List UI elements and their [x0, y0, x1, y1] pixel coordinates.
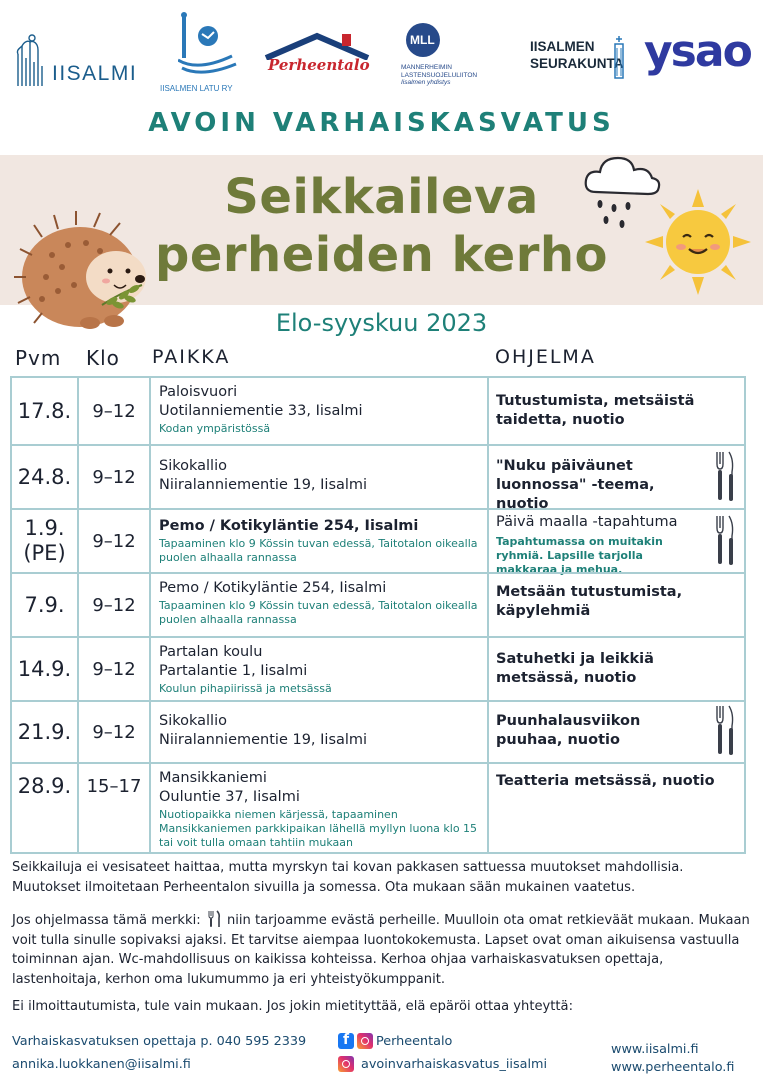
- perheentalo-logo: [264, 32, 370, 82]
- place-name: Partalan koulu: [159, 644, 263, 660]
- row-time: 9–12: [77, 638, 149, 700]
- column-header-program: OHJELMA: [495, 346, 596, 368]
- page-kicker: AVOIN VARHAISKASVATUS: [148, 108, 615, 138]
- mll-logo: [393, 22, 493, 94]
- row-place: [149, 510, 487, 572]
- program-text: Päivä maalla -tapahtuma: [496, 514, 678, 530]
- iisalmi-logo-text: IISALMI: [52, 62, 138, 85]
- info-paragraph-contact: Ei ilmoittautumista, tule vain mukaan. Jos jokin mietityttää, elä epäröi ottaa yhteyttä:: [12, 999, 573, 1014]
- column-header-date: Pvm: [15, 346, 62, 370]
- sun-icon: [643, 187, 753, 297]
- table-row: [12, 508, 744, 576]
- place-note: Kodan ympäristössä: [159, 422, 271, 435]
- place-name: Pemo / Kotikyläntie 254, Iisalmi: [159, 518, 419, 534]
- row-time: 9–12: [77, 702, 149, 762]
- place-address: Niiralanniementie 19, Iisalmi: [159, 732, 368, 748]
- place-name: Sikokallio: [159, 713, 227, 729]
- cutlery-icon: [207, 910, 221, 928]
- row-time: 9–12: [77, 446, 149, 508]
- mll-logo-text: MANNERHEIMIN LASTENSUOJELULIITON Iisalmen yhdistys: [401, 64, 478, 86]
- info-paragraph-weather: Seikkailuja ei vesisateet haittaa, mutta myrskyn tai kovan pakkasen sattuessa muutokset mahdollisia. Muutokset ilmoitetaan Perheentalon sivuilla ja somessa. Ota mukaan sään mukainen vaatetus.: [12, 860, 684, 895]
- row-program: [487, 764, 744, 852]
- schedule-table: [10, 376, 746, 854]
- row-date: 1.9. (PE): [23, 516, 66, 565]
- ysao-logo-text: ysao: [644, 26, 751, 77]
- row-place: [149, 574, 487, 636]
- row-date: 21.9.: [17, 719, 72, 744]
- place-address: Partalantie 1, Iisalmi: [159, 663, 308, 679]
- row-date: 24.8.: [17, 464, 72, 489]
- info-paragraph-food: Jos ohjelmassa tämä merkki: niin tarjoamme evästä perheille. Muulloin ota omat retkieväät mukaan. Mukaan voit tulla sinulle sopivaksi ajaksi. Et tarvitse aiempaa luontokokemusta. Lapset ovat oman aikuisensa vastuulla toiminnan ajan. Wc-mahdollisuus on kaikissa kohteissa. Kerhoa ohjaa varhaiskasvatuksen opettaja, lastenhoitaja, kerhon oma lukumummo ja eri yhteistyökumppanit.: [12, 910, 752, 989]
- place-name: Sikokallio: [159, 458, 227, 474]
- teacher-phone: Varhaiskasvatuksen opettaja p. 040 595 2339: [12, 1034, 307, 1049]
- instagram-icon: [338, 1056, 354, 1072]
- row-place: [149, 764, 487, 852]
- page-title: Seikkaileva perheiden kerho: [154, 169, 609, 283]
- table-row: [12, 444, 744, 512]
- program-note: Tapahtumassa on muitakin ryhmiä. Lapsille tarjolla makkaraa ja mehua.: [496, 535, 663, 576]
- email-link[interactable]: annika.luokkanen@iisalmi.fi: [12, 1057, 191, 1072]
- program-text: Tutustumista, metsäistä taidetta, nuotio: [496, 393, 695, 428]
- row-date: 14.9.: [17, 656, 72, 681]
- row-program: [487, 378, 744, 444]
- row-time: 15–17: [77, 764, 149, 852]
- row-program: [487, 638, 744, 700]
- row-program: [487, 446, 744, 512]
- place-note: Koulun pihapiirissä ja metsässä: [159, 682, 332, 695]
- program-text: Puunhalausviikon puuhaa, nuotio: [496, 713, 641, 748]
- cutlery-icon: [714, 514, 736, 570]
- row-time: 9–12: [77, 510, 149, 572]
- table-row: [12, 572, 744, 636]
- row-time: 9–12: [77, 574, 149, 636]
- iisalmen-latu-logo: [160, 12, 255, 92]
- row-date: 28.9.: [17, 774, 72, 798]
- social-perheentalo-label: Perheentalo: [376, 1033, 453, 1049]
- column-header-time: Klo: [86, 346, 120, 370]
- row-program: [487, 510, 744, 576]
- social-perheentalo[interactable]: [338, 1033, 452, 1049]
- web-link-perheentalo[interactable]: www.perheentalo.fi: [611, 1060, 735, 1075]
- facebook-icon: [338, 1033, 354, 1049]
- program-text: "Nuku päiväunet luonnossa" -teema, nuotio: [496, 458, 655, 512]
- latu-logo-text: IISALMEN LATU RY: [160, 84, 233, 93]
- table-row: [12, 636, 744, 700]
- row-time: 9–12: [77, 378, 149, 444]
- seurakunta-logo: [530, 36, 630, 86]
- cutlery-icon: [714, 704, 736, 760]
- social-instagram[interactable]: [338, 1056, 547, 1072]
- row-place: [149, 638, 487, 700]
- place-address: Uotilanniementie 33, Iisalmi: [159, 403, 363, 419]
- social-instagram-label: avoinvarhaiskasvatus_iisalmi: [361, 1056, 548, 1072]
- web-link-iisalmi[interactable]: www.iisalmi.fi: [611, 1042, 699, 1057]
- row-place: [149, 702, 487, 762]
- perheentalo-logo-text: Perheentalo: [268, 56, 370, 74]
- page-subtitle: Elo-syyskuu 2023: [275, 309, 488, 337]
- church-tower-icon: [612, 36, 626, 80]
- place-name: Paloisvuori: [159, 384, 238, 400]
- mll-short: MLL: [410, 33, 435, 47]
- partner-logos: [0, 0, 763, 110]
- ysao-logo: [644, 26, 756, 84]
- seurakunta-logo-text: IISALMEN SEURAKUNTA: [530, 39, 624, 71]
- row-program: [487, 574, 744, 636]
- column-header-place: PAIKKA: [152, 346, 231, 368]
- row-place: [149, 446, 487, 508]
- iisalmi-emblem-icon: [14, 32, 50, 88]
- cutlery-icon: [714, 450, 736, 506]
- instagram-icon: [357, 1033, 373, 1049]
- program-text: Satuhetki ja leikkiä metsässä, nuotio: [496, 651, 654, 686]
- row-place: [149, 378, 487, 444]
- row-date: 7.9.: [24, 592, 65, 617]
- program-text: Teatteria metsässä, nuotio: [496, 773, 715, 789]
- latu-emblem-icon: [178, 12, 238, 78]
- iisalmi-logo: [14, 32, 144, 88]
- table-row: [12, 378, 744, 444]
- place-address: Ouluntie 37, Iisalmi: [159, 789, 300, 805]
- place-note: Nuotiopaikka niemen kärjessä, tapaaminen Mansikkaniemen parkkipaikan lähellä myllyn luona klo 15 tai voit tulla omaan tahtiin mukaan: [159, 808, 478, 849]
- program-text: Metsään tutustumista, käpylehmiä: [496, 584, 683, 619]
- row-program: [487, 702, 744, 762]
- row-date: 17.8.: [17, 398, 72, 423]
- table-row: [12, 762, 744, 852]
- place-note: Tapaaminen klo 9 Kössin tuvan edessä, Taitotalon oikealla puolen alhaalla rannassa: [159, 537, 478, 564]
- place-name: Mansikkaniemi: [159, 770, 267, 786]
- place-note: Tapaaminen klo 9 Kössin tuvan edessä, Taitotalon oikealla puolen alhaalla rannassa: [159, 599, 478, 626]
- place-name: Pemo / Kotikyläntie 254, Iisalmi: [159, 580, 387, 596]
- place-address: Niiralanniementie 19, Iisalmi: [159, 477, 368, 493]
- table-row: [12, 700, 744, 762]
